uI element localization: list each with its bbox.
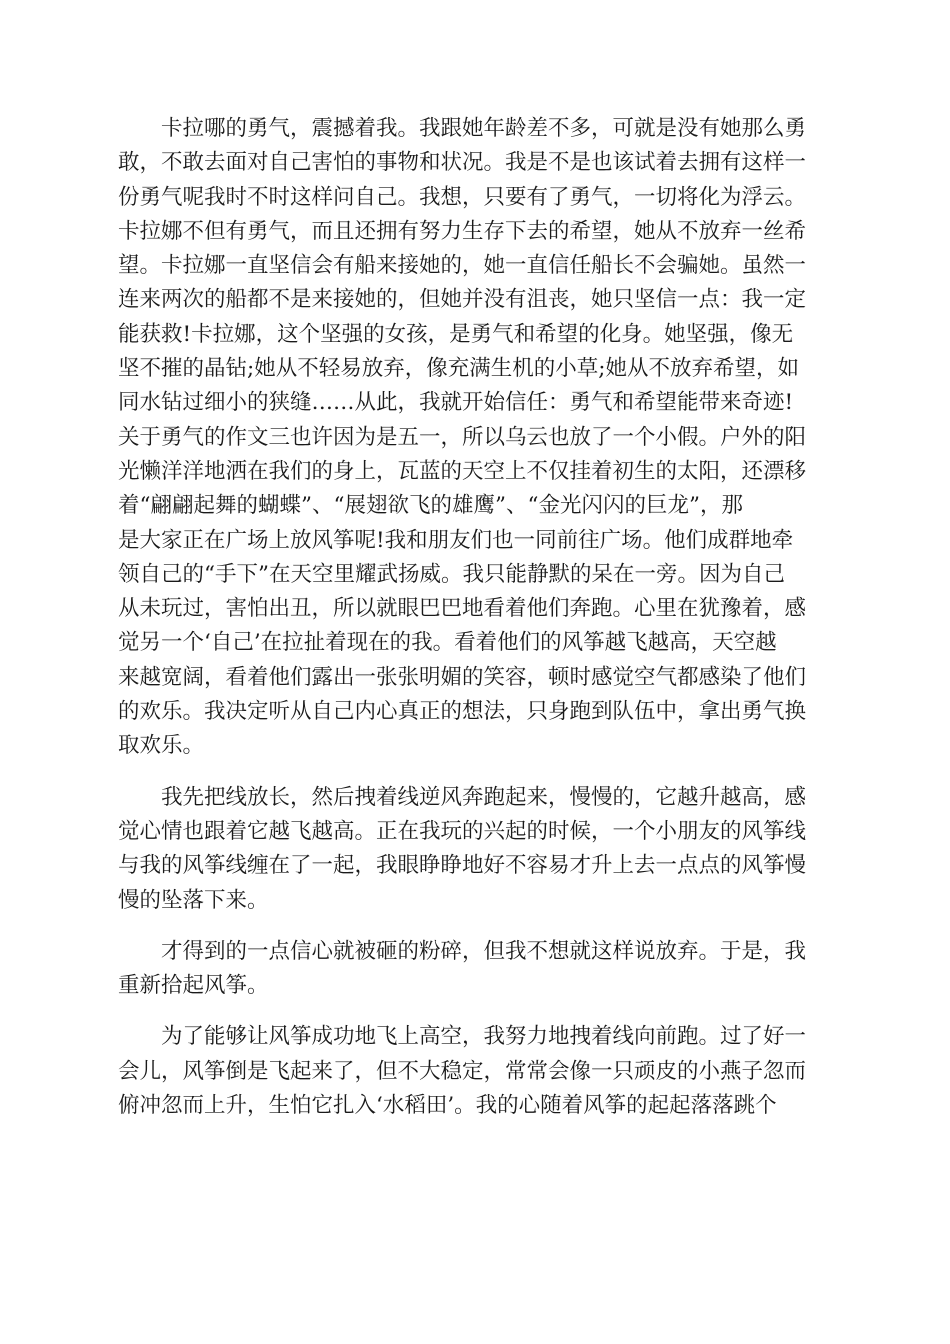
text-line: 与我的风筝线缠在了一起，我眼睁睁地好不容易才升上去一点点的风筝慢 [118,853,807,879]
essay-body [118,112,834,1123]
text-line: 敢，不敢去面对自己害怕的事物和状况。我是不是也该试着去拥有这样一 [118,150,807,176]
text-line: 会儿，风筝倒是飞起来了，但不大稳定，常常会像一只顽皮的小燕子忽而 [118,1058,807,1084]
paragraph-4 [118,1020,834,1123]
text-line: 光懒洋洋地洒在我们的身上，瓦蓝的天空上不仅挂着初生的太阳，还漂移 [118,458,807,484]
text-line: 从未玩过，害怕出丑，所以就眼巴巴地看着他们奔跑。心里在犹豫着，感 [118,596,807,622]
text-line: 是大家正在广场上放风筝呢!我和朋友们也一同前往广场。他们成群地牵 [118,527,794,553]
text-line: 卡拉娜不但有勇气，而且还拥有努力生存下去的希望，她从不放弃一丝希 [118,218,807,244]
paragraph-spacer [118,918,834,935]
text-line: 望。卡拉娜一直坚信会有船来接她的，她一直信任船长不会骗她。虽然一 [118,253,807,279]
text-line: 着“翩翩起舞的蝴蝶”、“展翅欲飞的雄鹰”、“金光闪闪的巨龙”，那 [118,493,743,519]
text-line: 觉另一个‘自己’在拉扯着现在的我。看着他们的风筝越飞越高，天空越 [118,630,777,656]
text-line: 俯冲忽而上升，生怕它扎入‘水稻田’。我的心随着风筝的起起落落跳个 [118,1093,777,1119]
text-line: 慢的坠落下来。 [118,887,269,913]
text-line: 份勇气呢我时不时这样问自己。我想，只要有了勇气，一切将化为浮云。 [118,184,807,210]
text-line: 觉心情也跟着它越飞越高。正在我玩的兴起的时候，一个小朋友的风筝线 [118,818,807,844]
text-line: 坚不摧的晶钻;她从不轻易放弃，像充满生机的小草;她从不放弃希望，如 [118,356,799,382]
text-line: 能获救!卡拉娜，这个坚强的女孩，是勇气和希望的化身。她坚强，像无 [118,321,794,347]
text-line: 为了能够让风筝成功地飞上高空，我努力地拽着线向前跑。过了好一 [161,1024,807,1050]
text-line: 领自己的“手下”在天空里耀武扬威。我只能静默的呆在一旁。因为自己 [118,561,785,587]
paragraph-spacer [118,764,834,781]
paragraph-2 [118,781,834,918]
text-line: 的欢乐。我决定听从自己内心真正的想法，只身跑到队伍中，拿出勇气换 [118,699,807,725]
text-line: 同水钻过细小的狭缝……从此，我就开始信任：勇气和希望能带来奇迹! [118,390,794,416]
text-line: 关于勇气的作文三也许因为是五一，所以乌云也放了一个小假。户外的阳 [118,424,807,450]
paragraph-spacer [118,1003,834,1020]
text-line: 才得到的一点信心就被砸的粉碎，但我不想就这样说放弃。于是，我 [161,938,807,964]
text-line: 来越宽阔，看着他们露出一张张明媚的笑容，顿时感觉空气都感染了他们 [118,664,807,690]
text-line: 连来两次的船都不是来接她的，但她并没有沮丧，她只坚信一点：我一定 [118,287,807,313]
text-line: 我先把线放长，然后拽着线逆风奔跑起来，慢慢的，它越升越高，感 [161,784,807,810]
text-line: 卡拉哪的勇气，震撼着我。我跟她年龄差不多，可就是没有她那么勇 [161,116,807,141]
text-line: 取欢乐。 [118,733,205,759]
text-line: 重新拾起风筝。 [118,973,269,999]
paragraph-1 [118,112,834,764]
paragraph-3 [118,935,834,1004]
